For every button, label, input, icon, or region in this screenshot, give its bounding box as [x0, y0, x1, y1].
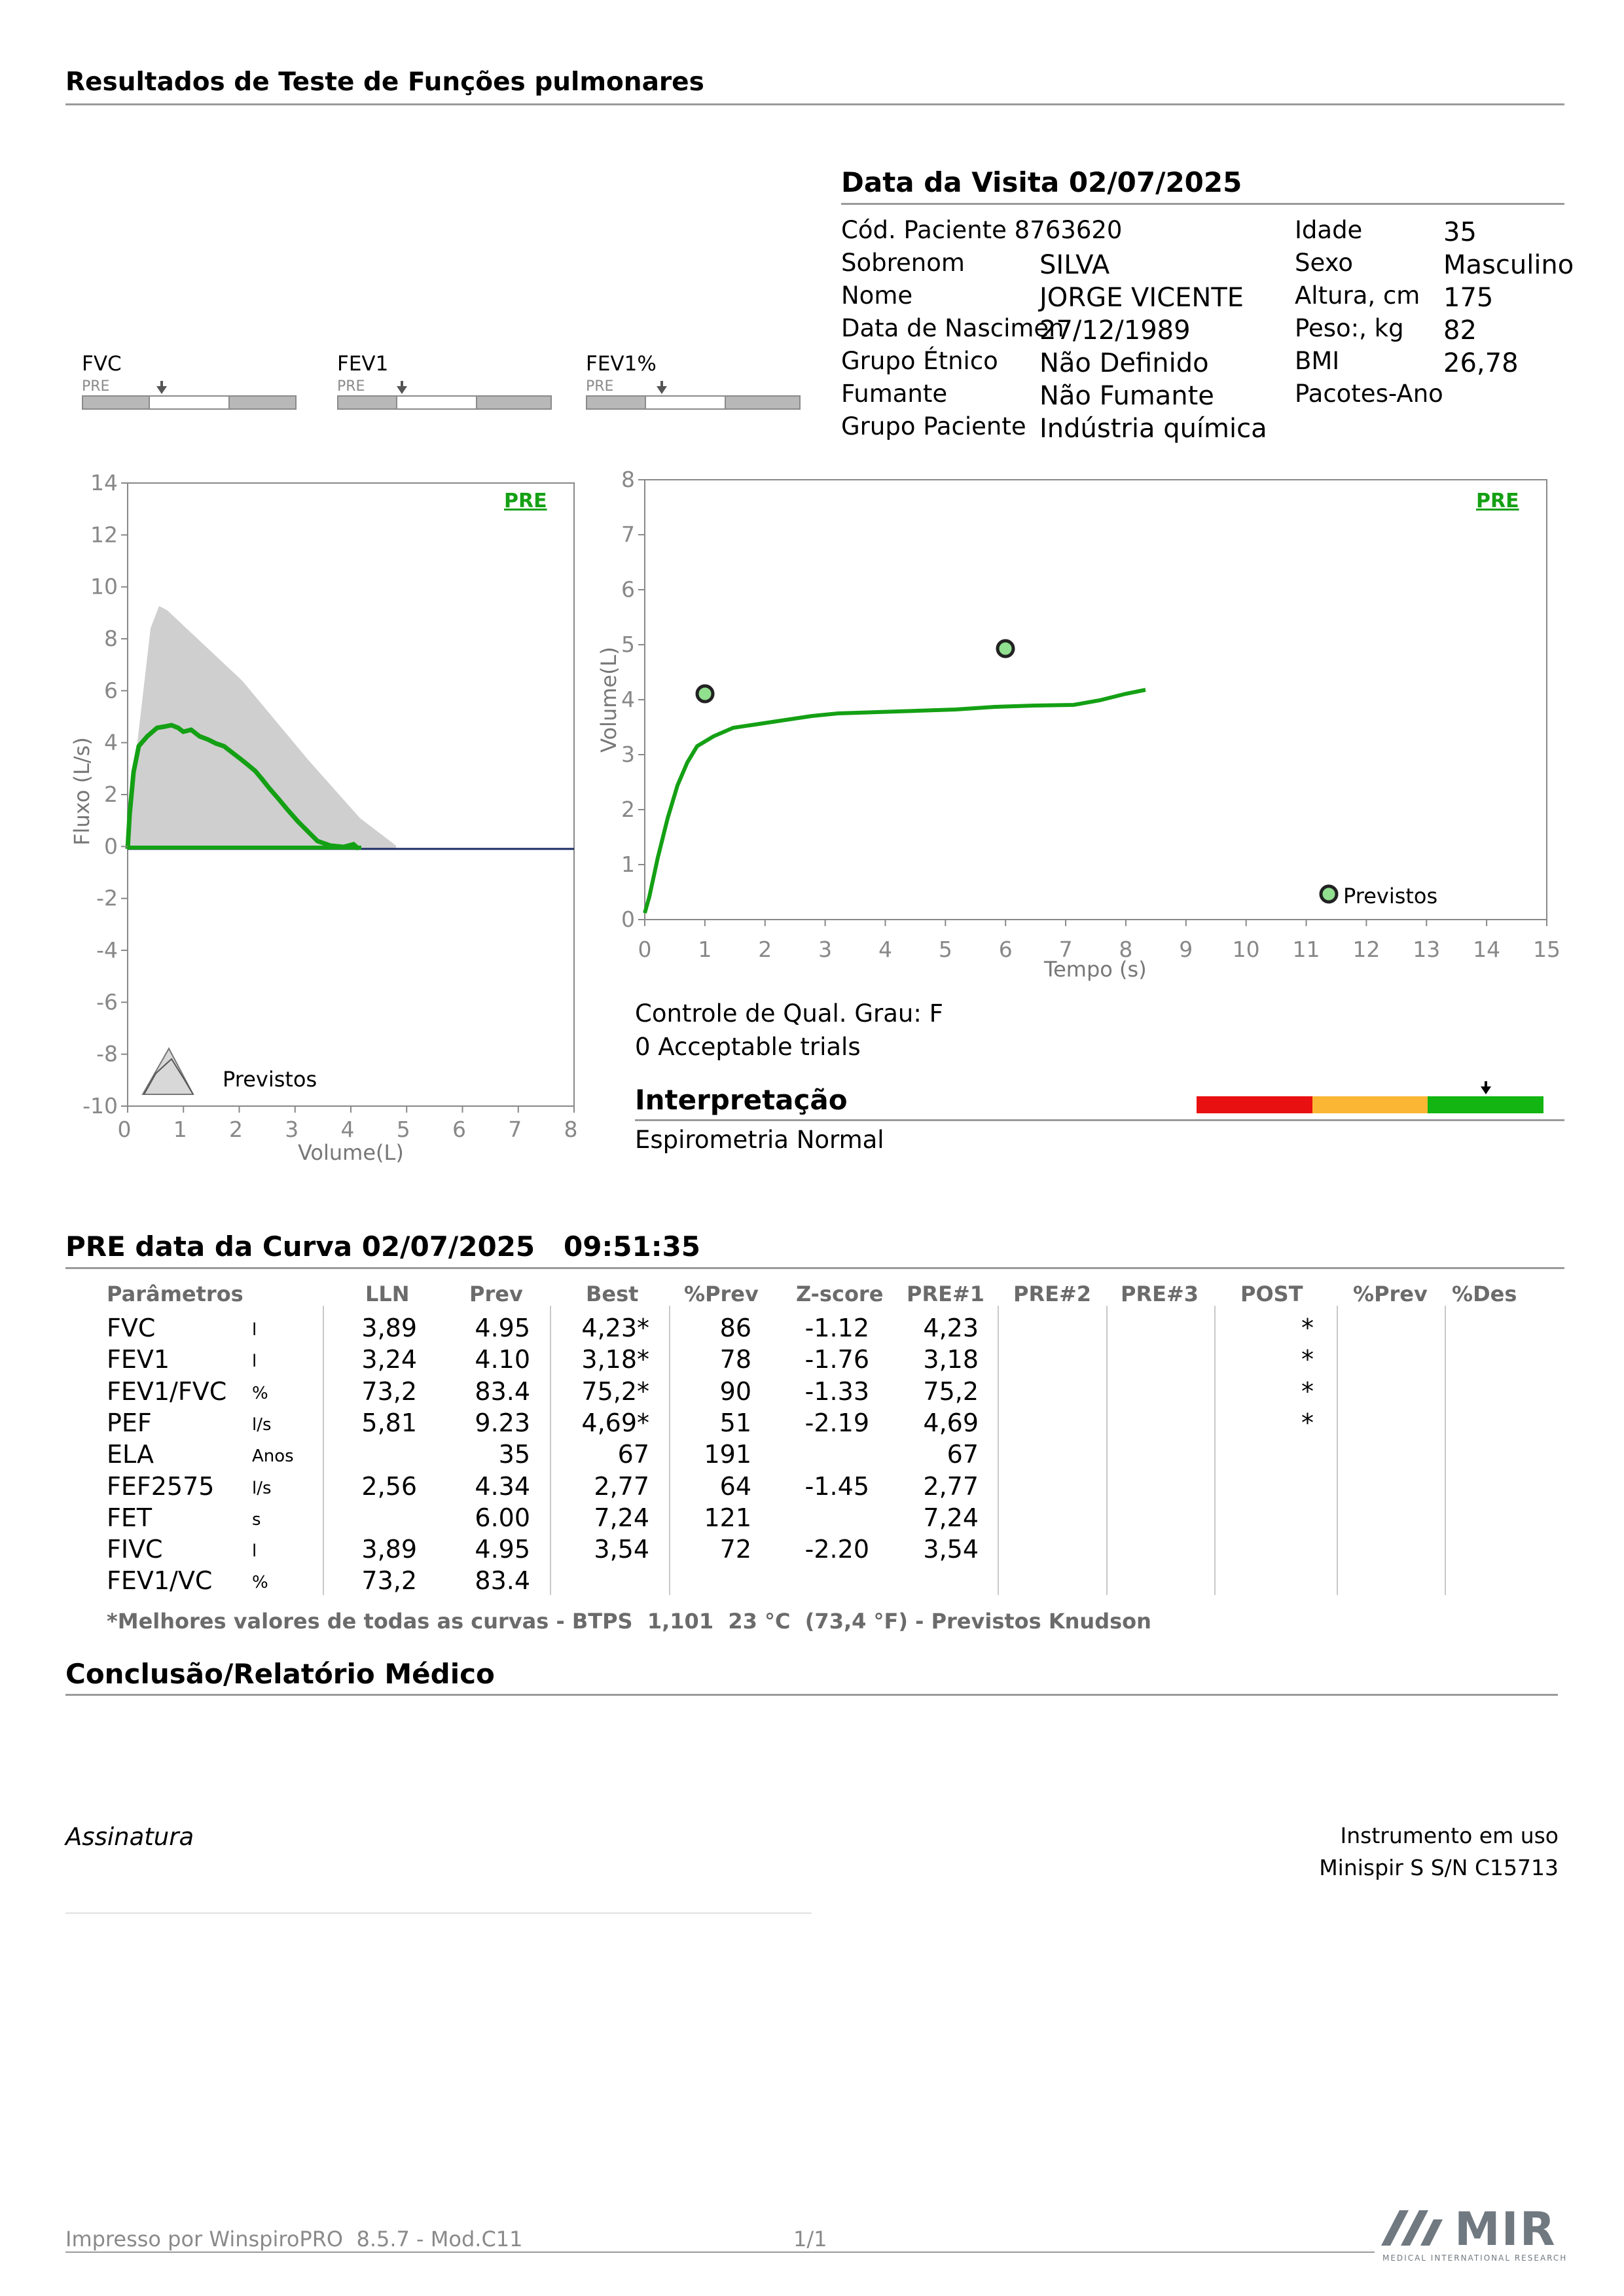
flow-x-tick-label: 4	[340, 1117, 355, 1142]
cell-prev: 4.10	[475, 1345, 530, 1374]
time-x-tick-label: 12	[1352, 937, 1380, 962]
interpretation-divider	[635, 1119, 1564, 1121]
signature-label: Assinatura	[65, 1823, 194, 1851]
flow-x-tick-label: 7	[508, 1117, 522, 1142]
signature-line	[65, 1912, 812, 1914]
col-pre2: PRE#2	[1013, 1282, 1092, 1306]
time-x-tick-label: 5	[938, 937, 952, 962]
mir-logo-text: MIR	[1454, 2202, 1557, 2256]
time-x-tick-label: 15	[1533, 937, 1561, 962]
flow-chart-xlabel: Volume(L)	[298, 1140, 404, 1165]
cell-zscore: -2.20	[804, 1535, 869, 1564]
interpretation-text: Espirometria Normal	[635, 1126, 884, 1154]
cell-unit: s	[252, 1509, 261, 1530]
weight-label: Peso:, kg	[1295, 314, 1404, 342]
cell-lln: 73,2	[361, 1566, 417, 1596]
cell-pre1: 3,54	[923, 1535, 979, 1564]
flow-y-tick-label: 0	[104, 833, 118, 859]
page-title: Resultados de Teste de Funções pulmonares	[65, 67, 704, 97]
col-lln: LLN	[365, 1282, 410, 1306]
predicted-point-fvc	[998, 641, 1013, 656]
cell-best: 67	[617, 1440, 649, 1469]
fev1-indicator-sub: PRE	[337, 378, 365, 395]
cell-prev: 4.95	[475, 1314, 530, 1342]
ethnic-group-label: Grupo Étnico	[841, 347, 998, 375]
cell-prev: 83.4	[475, 1376, 530, 1406]
flow-x-tick-label: 5	[396, 1117, 410, 1142]
scale-red	[1197, 1096, 1312, 1113]
footer-printed-by: Impresso por WinspiroPRO 8.5.7 - Mod.C11	[65, 2227, 523, 2251]
cell-zscore: -1.33	[804, 1376, 869, 1406]
col-pre1: PRE#1	[907, 1282, 985, 1306]
visit-title: Data da Visita 02/07/2025	[841, 166, 1242, 198]
flow-y-tick-label: 12	[90, 522, 118, 548]
cell-param: FEF2575	[107, 1471, 215, 1501]
cell-zscore: -1.45	[804, 1471, 869, 1501]
flow-chart-tag: PRE	[504, 490, 547, 512]
cell-post: *	[1301, 1314, 1314, 1342]
flow-x-tick-label: 2	[229, 1117, 243, 1142]
time-x-tick-label: 9	[1179, 937, 1193, 962]
time-x-tick-label: 7	[1058, 937, 1073, 962]
scale-green	[1428, 1096, 1543, 1113]
instrument-model: Minispir S S/N C15713	[1319, 1855, 1559, 1880]
pack-years-label: Pacotes-Ano	[1295, 380, 1443, 408]
quality-grade: Controle de Qual. Grau: F	[635, 999, 943, 1028]
cell-lln: 3,89	[361, 1535, 417, 1564]
cell-post: *	[1301, 1345, 1314, 1374]
predicted-point-fev1	[697, 686, 713, 702]
instrument-label: Instrumento em uso	[1340, 1823, 1559, 1848]
birthdate-value: 27/12/1989	[1039, 315, 1191, 346]
cell-unit: l/s	[252, 1414, 272, 1435]
flow-y-tick-label: 8	[104, 626, 118, 651]
cell-zscore: -1.76	[804, 1345, 869, 1374]
smoker-value: Não Fumante	[1039, 381, 1214, 411]
cell-prev: 4.95	[475, 1535, 530, 1564]
cell-lln: 5,81	[361, 1408, 417, 1437]
cell-pprev: 191	[704, 1440, 751, 1469]
col-pprev: %Prev	[684, 1282, 759, 1306]
cell-pprev: 90	[719, 1376, 751, 1406]
patient-group-value: Indústria química	[1039, 414, 1267, 444]
cell-pre1: 67	[947, 1440, 979, 1469]
cell-pre1: 3,18	[923, 1345, 979, 1374]
col-des: %Des	[1452, 1282, 1517, 1306]
fev1-indicator-label: FEV1	[337, 352, 389, 376]
mir-logo-mark-icon	[1381, 2208, 1453, 2247]
col-param: Parâmetros	[107, 1282, 244, 1306]
time-y-tick-label: 2	[621, 797, 635, 822]
time-y-tick-label: 1	[621, 852, 635, 877]
curve-title: PRE data da Curva 02/07/2025 09:51:35	[65, 1230, 700, 1263]
ethnic-group-value: Não Definido	[1039, 348, 1209, 378]
cell-prev: 83.4	[475, 1566, 530, 1596]
fvc-indicator-sub: PRE	[82, 378, 110, 395]
cell-lln: 3,24	[361, 1345, 417, 1374]
cell-best: 4,69*	[581, 1408, 649, 1437]
flow-y-tick-label: -2	[96, 885, 118, 911]
time-legend-point	[1321, 886, 1337, 902]
col-pre3: PRE#3	[1121, 1282, 1199, 1306]
height-value: 175	[1443, 283, 1494, 313]
cell-pre1: 75,2	[923, 1376, 979, 1406]
time-chart-legend-label: Previstos	[1343, 884, 1438, 908]
time-y-tick-label: 6	[621, 577, 635, 602]
flow-x-tick-label: 0	[117, 1117, 132, 1142]
col-separator	[1445, 1306, 1446, 1595]
cell-param: FEV1/VC	[107, 1566, 213, 1596]
flow-x-tick-label: 3	[285, 1117, 299, 1142]
cell-unit: l/s	[252, 1478, 272, 1498]
name-value: JORGE VICENTE	[1039, 283, 1244, 313]
mir-logo	[1381, 2202, 1568, 2268]
surname-label: Sobrenom	[841, 249, 965, 277]
cell-lln: 3,89	[361, 1314, 417, 1342]
age-value: 35	[1443, 217, 1477, 247]
flow-y-tick-label: -8	[96, 1041, 118, 1067]
col-best: Best	[586, 1282, 639, 1306]
cell-unit: l	[252, 1320, 257, 1340]
cell-pprev: 86	[719, 1314, 751, 1342]
flow-y-tick-label: 14	[90, 470, 118, 495]
flow-y-tick-label: -6	[96, 989, 118, 1015]
cell-param: FVC	[107, 1314, 156, 1342]
time-x-tick-label: 11	[1292, 937, 1320, 962]
footer-divider	[65, 2251, 1375, 2253]
time-x-tick-label: 8	[1119, 937, 1133, 962]
bmi-value: 26,78	[1443, 348, 1519, 378]
cell-best: 7,24	[594, 1503, 649, 1532]
cell-param: FEV1	[107, 1345, 170, 1374]
age-label: Idade	[1295, 216, 1363, 244]
time-chart-ylabel: Volume(L)	[596, 647, 621, 753]
time-y-tick-label: 4	[621, 687, 635, 712]
time-x-tick-label: 13	[1413, 937, 1441, 962]
flow-x-tick-label: 6	[452, 1117, 466, 1142]
cell-best: 3,54	[594, 1535, 649, 1564]
cell-unit: %	[252, 1573, 268, 1593]
cell-post: *	[1301, 1408, 1314, 1437]
cell-lln: 73,2	[361, 1376, 417, 1406]
interpretation-scale	[1197, 1096, 1543, 1113]
cell-pprev: 72	[719, 1535, 751, 1564]
cell-best: 3,18*	[581, 1345, 649, 1374]
cell-param: FEV1/FVC	[107, 1376, 227, 1406]
height-label: Altura, cm	[1295, 281, 1420, 310]
cell-pre1: 4,23	[923, 1314, 979, 1342]
flow-y-tick-label: 2	[104, 781, 118, 807]
conclusion-title: Conclusão/Relatório Médico	[65, 1658, 495, 1690]
col-separator	[998, 1306, 999, 1595]
cell-post: *	[1301, 1376, 1314, 1406]
fev1-percent-indicator-sub: PRE	[586, 378, 614, 395]
cell-pprev: 64	[719, 1471, 751, 1501]
flow-y-tick-label: -10	[82, 1093, 118, 1119]
cell-unit: Anos	[252, 1446, 294, 1467]
time-y-tick-label: 5	[621, 632, 635, 657]
cell-best: 4,23*	[581, 1314, 649, 1342]
time-x-tick-label: 1	[698, 937, 712, 962]
weight-value: 82	[1443, 315, 1477, 346]
smoker-label: Fumante	[841, 380, 948, 408]
col-separator	[1106, 1306, 1108, 1595]
flow-y-tick-label: 4	[104, 729, 118, 755]
time-x-tick-label: 2	[758, 937, 772, 962]
cell-prev: 35	[498, 1440, 530, 1469]
cell-pprev: 51	[719, 1408, 751, 1437]
cell-pre1: 2,77	[923, 1471, 979, 1501]
cell-best: 75,2*	[581, 1376, 649, 1406]
scale-orange	[1312, 1096, 1428, 1113]
cell-param: FET	[107, 1503, 153, 1532]
cell-param: PEF	[107, 1408, 152, 1437]
table-footnote: *Melhores valores de todas as curvas - BTPS 1,101 23 °C (73,4 °F) - Previstos Knudson	[107, 1609, 1151, 1634]
time-chart-xlabel: Tempo (s)	[1044, 957, 1147, 982]
cell-zscore: -1.12	[804, 1314, 869, 1342]
cell-param: ELA	[107, 1440, 154, 1469]
birthdate-label: Data de Nascimen	[841, 314, 1064, 342]
time-measured-curve	[645, 690, 1146, 913]
fev1-percent-indicator-label: FEV1%	[586, 352, 657, 376]
cell-unit: %	[252, 1383, 268, 1403]
cell-lln: 2,56	[361, 1471, 417, 1501]
name-label: Nome	[841, 281, 913, 310]
cell-prev: 4.34	[475, 1471, 530, 1501]
time-y-tick-label: 0	[621, 906, 635, 932]
time-chart-tag: PRE	[1476, 490, 1519, 512]
time-x-tick-label: 0	[638, 937, 652, 962]
cell-best: 2,77	[594, 1471, 649, 1501]
sex-value: Masculino	[1443, 250, 1574, 280]
time-x-tick-label: 10	[1232, 937, 1260, 962]
footer-page-number: 1/1	[793, 2227, 827, 2251]
flow-chart-ylabel: Fluxo (L/s)	[69, 737, 94, 846]
time-y-tick-label: 8	[621, 467, 635, 492]
col-zscore: Z-score	[796, 1282, 884, 1306]
curve-divider	[65, 1267, 1564, 1269]
col-post-pprev: %Prev	[1353, 1282, 1428, 1306]
quality-trials: 0 Acceptable trials	[635, 1033, 861, 1061]
fvc-indicator-label: FVC	[82, 352, 122, 376]
interpretation-title: Interpretação	[635, 1084, 848, 1116]
cell-pre1: 7,24	[923, 1503, 979, 1532]
time-x-tick-label: 4	[878, 937, 892, 962]
bmi-label: BMI	[1295, 347, 1340, 375]
surname-value: SILVA	[1039, 250, 1110, 280]
flow-y-tick-label: 6	[104, 677, 118, 704]
time-y-tick-label: 3	[621, 742, 635, 767]
time-x-tick-label: 3	[818, 937, 833, 962]
cell-param: FIVC	[107, 1535, 163, 1564]
cell-pprev: 78	[719, 1345, 751, 1374]
sex-label: Sexo	[1295, 249, 1353, 277]
col-prev: Prev	[469, 1282, 523, 1306]
col-post: POST	[1240, 1282, 1303, 1306]
conclusion-divider	[65, 1694, 1558, 1696]
flow-chart-legend-label: Previstos	[223, 1067, 317, 1092]
cell-unit: l	[252, 1541, 257, 1562]
time-y-tick-label: 7	[621, 522, 635, 547]
cell-pre1: 4,69	[923, 1408, 979, 1437]
patient-code-label: Cód. Paciente 8763620	[841, 216, 1123, 244]
mir-logo-subtitle: MEDICAL INTERNATIONAL RESEARCH	[1382, 2253, 1568, 2263]
time-x-tick-label: 6	[998, 937, 1013, 962]
cell-prev: 9.23	[475, 1408, 530, 1437]
cell-zscore: -2.19	[804, 1408, 869, 1437]
flow-y-tick-label: -4	[96, 937, 118, 963]
flow-x-tick-label: 1	[173, 1117, 187, 1142]
flow-y-tick-label: 10	[90, 573, 118, 600]
patient-group-label: Grupo Paciente	[841, 412, 1026, 440]
flow-x-tick-label: 8	[564, 1117, 578, 1142]
time-x-tick-label: 14	[1473, 937, 1501, 962]
col-separator	[1337, 1306, 1338, 1595]
cell-prev: 6.00	[475, 1503, 530, 1532]
cell-unit: l	[252, 1352, 257, 1372]
cell-pprev: 121	[704, 1503, 751, 1532]
